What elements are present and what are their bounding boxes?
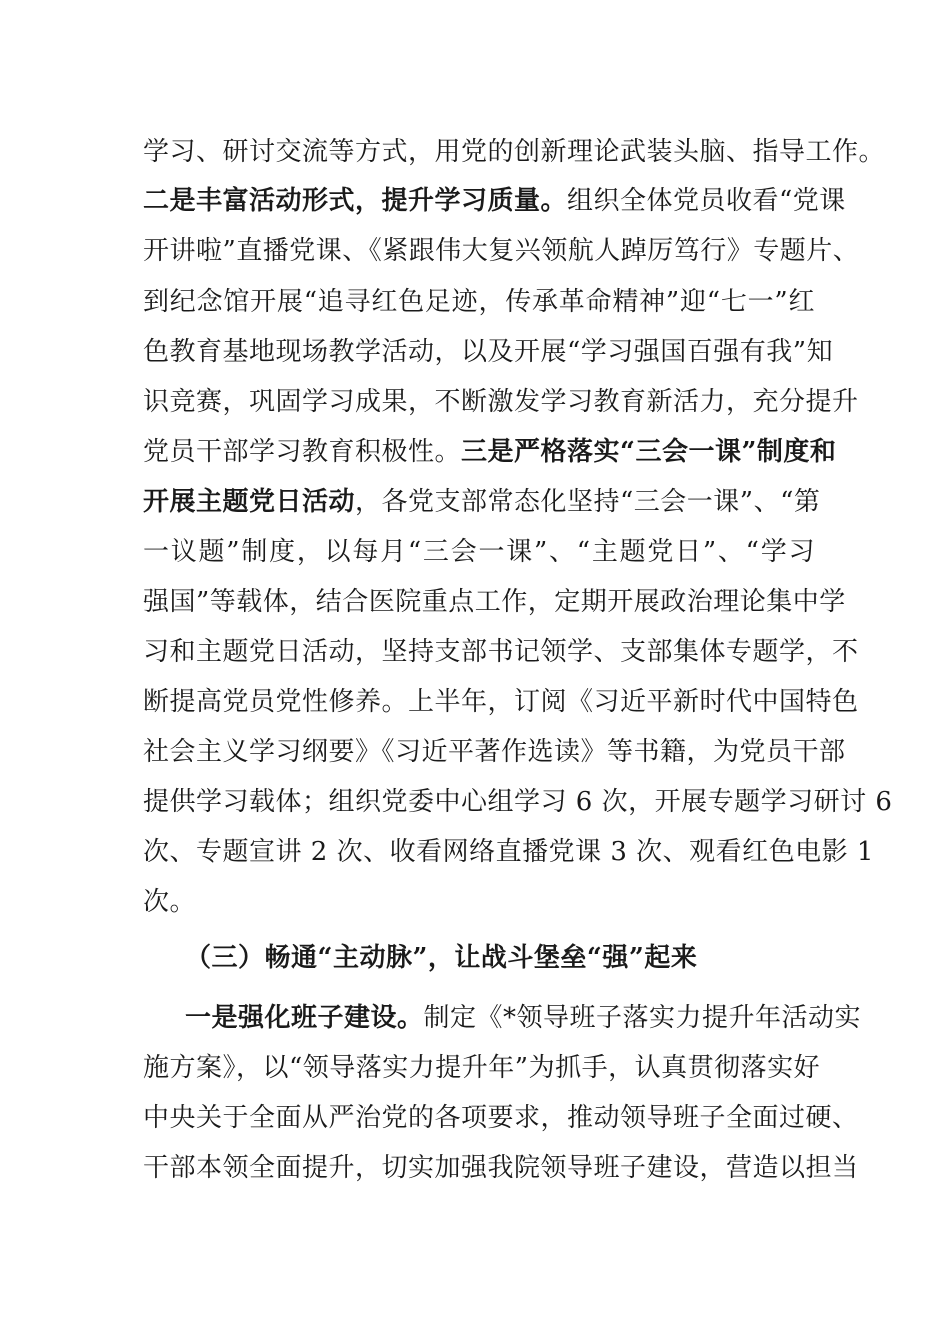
body-line-10 bbox=[143, 584, 846, 620]
body-line-14 bbox=[143, 784, 893, 820]
bold-lead-phrase: 二是丰富活动形式，提升学习质量。 bbox=[143, 186, 568, 216]
text-run: 党员干部学习教育积极性。 bbox=[143, 437, 462, 467]
body-line-13 bbox=[143, 734, 846, 770]
text-run: 习和主题党日活动，坚持支部书记领学、支部集体专题学，不 bbox=[143, 637, 859, 667]
body-line-7 bbox=[143, 434, 837, 470]
text-run: 学习、研讨交流等方式，用党的创新理论武装头脑、指导工作。 bbox=[143, 137, 886, 167]
body-line-4 bbox=[143, 284, 815, 320]
body-line-8 bbox=[143, 484, 821, 520]
text-run: 到纪念馆开展“追寻红色足迹，传承革命精神”迎“七一”红 bbox=[143, 287, 815, 317]
text-run: 开讲啦”直播党课、《紧跟伟大复兴领航人踔厉笃行》专题片、 bbox=[143, 236, 860, 266]
text-run: 强国”等载体，结合医院重点工作，定期开展政治理论集中学 bbox=[143, 587, 846, 617]
text-run: 识竞赛，巩固学习成果，不断激发学习教育新活力，充分提升 bbox=[143, 387, 859, 417]
body-line-2 bbox=[143, 183, 846, 219]
text-run: 次。 bbox=[143, 887, 197, 917]
text-run: ，各党支部常态化坚持“三会一课”、“第 bbox=[355, 487, 821, 517]
body-line-15 bbox=[143, 834, 874, 870]
text-run: 制定《*领导班子落实力提升年活动实 bbox=[423, 1003, 862, 1033]
bold-lead-phrase: 三是严格落实“三会一课”制度和 bbox=[461, 437, 837, 467]
body-line-18 bbox=[143, 1050, 821, 1086]
bold-lead-phrase: 一是强化班子建设。 bbox=[185, 1003, 424, 1033]
text-run: 社会主义学习纲要》《习近平著作选读》等书籍，为党员干部 bbox=[143, 737, 846, 767]
bold-lead-phrase: 开展主题党日活动 bbox=[143, 487, 356, 517]
body-line-16 bbox=[143, 884, 815, 920]
body-line-6 bbox=[143, 384, 859, 420]
body-line-19 bbox=[143, 1100, 859, 1136]
text-run: 色教育基地现场教学活动，以及开展“学习强国百强有我”知 bbox=[143, 337, 834, 367]
body-line-20 bbox=[143, 1150, 859, 1186]
text-run: 组织全体党员收看“党课 bbox=[567, 186, 846, 216]
text-run: 干部本领全面提升，切实加强我院领导班子建设，营造以担当 bbox=[143, 1153, 859, 1183]
body-line-11 bbox=[143, 634, 859, 670]
text-run: 一议题”制度，以每月“三会一课”、“主题党日”、“学习 bbox=[143, 537, 815, 567]
text-run: 断提高党员党性修养。上半年，订阅《习近平新时代中国特色 bbox=[143, 687, 859, 717]
body-line-12 bbox=[143, 684, 859, 720]
text-run: 施方案》，以“领导落实力提升年”为抓手，认真贯彻落实好 bbox=[143, 1053, 821, 1083]
text-run: 提供学习载体；组织党委中心组学习 6 次，开展专题学习研讨 6 bbox=[143, 787, 893, 817]
text-run: 次、专题宣讲 2 次、收看网络直播党课 3 次、观看红色电影 1 bbox=[143, 837, 874, 867]
body-line-9 bbox=[143, 534, 815, 570]
text-run: 中央关于全面从严治党的各项要求，推动领导班子全面过硬、 bbox=[143, 1103, 859, 1133]
body-line-1 bbox=[143, 134, 886, 170]
body-line-3 bbox=[143, 233, 860, 269]
section-heading: （三）畅通“主动脉”，让战斗堡垒“强”起来 bbox=[185, 943, 698, 973]
body-line-5 bbox=[143, 334, 834, 370]
body-line-17 bbox=[185, 1000, 862, 1036]
